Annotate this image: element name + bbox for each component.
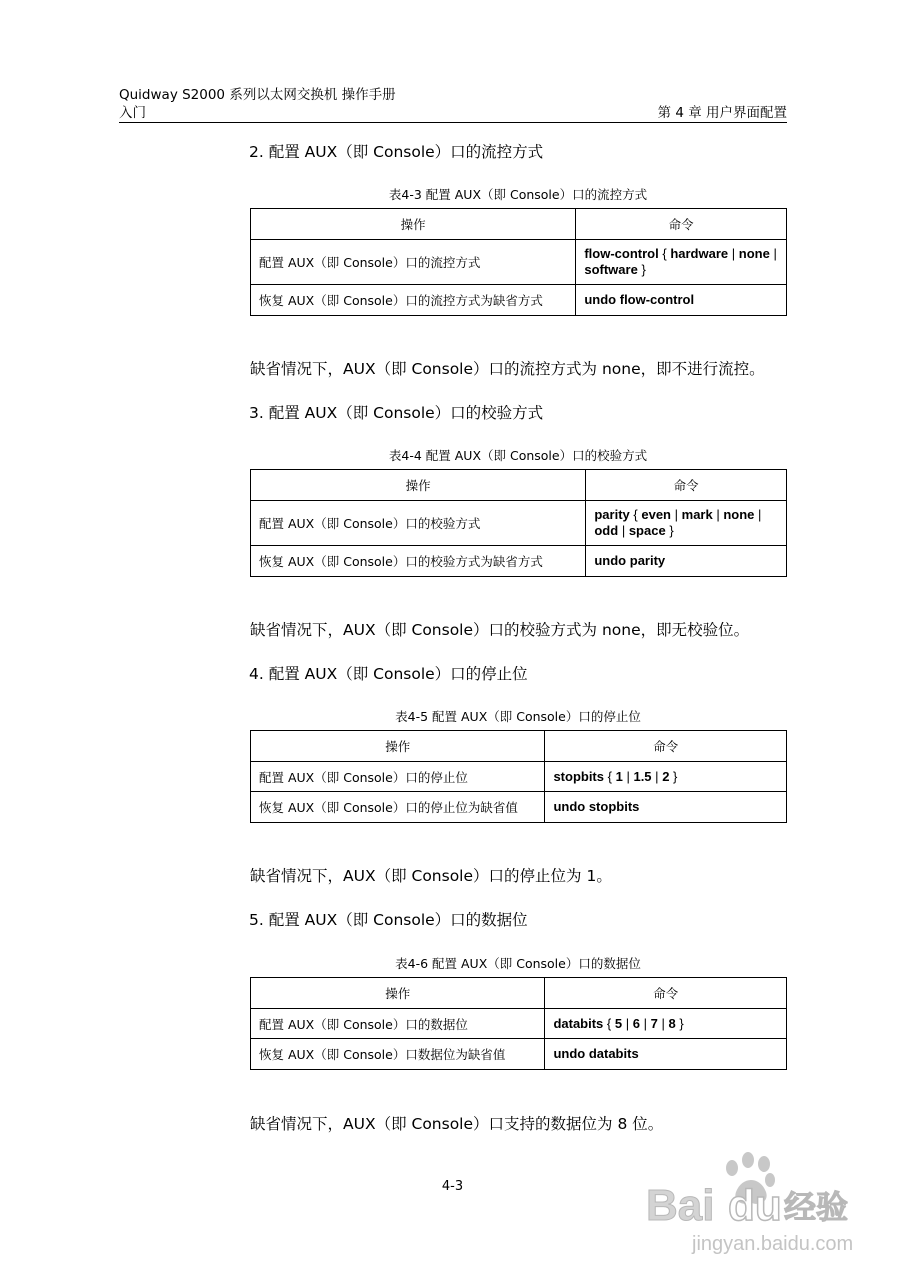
default-note: 缺省情况下，AUX（即 Console）口的校验方式为 none，即无校验位。 [250,621,750,639]
command-table [250,208,787,316]
column-header-command: 命令 [545,731,787,762]
command-cell: flow-control { hardware | none | software } [576,240,787,285]
command-cell: undo databits [545,1039,787,1070]
command-cell: undo stopbits [545,792,787,823]
watermark-brand-du: du [728,1181,782,1230]
watermark-brand: Bai [646,1181,715,1230]
watermark-product: 经验 [784,1188,849,1226]
command-cell: undo parity [586,546,787,577]
watermark-logo [644,1148,854,1258]
section-heading: 5. 配置 AUX（即 Console）口的数据位 [249,911,528,929]
header-title: Quidway S2000 系列以太网交换机 操作手册 [119,87,396,103]
command-table [250,730,787,823]
command-cell: stopbits { 1 | 1.5 | 2 } [545,762,787,792]
default-note: 缺省情况下，AUX（即 Console）口的流控方式为 none，即不进行流控。 [250,360,765,378]
section-heading: 4. 配置 AUX（即 Console）口的停止位 [249,665,528,683]
column-header-operation: 操作 [251,470,586,501]
command-cell: parity { even | mark | none | odd | space } [586,501,787,546]
table-caption: 表4-6 配置 AUX（即 Console）口的数据位 [395,956,641,971]
header-section: 入门 [119,105,146,121]
operation-cell: 恢复 AUX（即 Console）口数据位为缺省值 [251,1039,545,1070]
table-caption: 表4-3 配置 AUX（即 Console）口的流控方式 [388,187,648,202]
operation-cell: 配置 AUX（即 Console）口的停止位 [251,762,545,792]
column-header-command: 命令 [545,978,787,1009]
column-header-operation: 操作 [251,209,576,240]
default-note: 缺省情况下，AUX（即 Console）口支持的数据位为 8 位。 [250,1115,664,1133]
column-header-operation: 操作 [251,731,545,762]
header-rule [119,122,787,123]
command-table [250,469,787,577]
command-cell: undo flow-control [576,285,787,316]
operation-cell: 配置 AUX（即 Console）口的校验方式 [251,501,586,546]
operation-cell: 恢复 AUX（即 Console）口的校验方式为缺省方式 [251,546,586,577]
column-header-command: 命令 [576,209,787,240]
command-table [250,977,787,1070]
operation-cell: 配置 AUX（即 Console）口的流控方式 [251,240,576,285]
command-cell: databits { 5 | 6 | 7 | 8 } [545,1009,787,1039]
column-header-operation: 操作 [251,978,545,1009]
operation-cell: 配置 AUX（即 Console）口的数据位 [251,1009,545,1039]
section-heading: 2. 配置 AUX（即 Console）口的流控方式 [249,143,544,161]
watermark-url: jingyan.baidu.com [692,1233,854,1255]
operation-cell: 恢复 AUX（即 Console）口的停止位为缺省值 [251,792,545,823]
default-note: 缺省情况下，AUX（即 Console）口的停止位为 1。 [250,867,612,885]
page-number: 4-3 [441,1179,464,1194]
section-heading: 3. 配置 AUX（即 Console）口的校验方式 [249,404,544,422]
header-chapter: 第 4 章 用户界面配置 [657,105,787,121]
operation-cell: 恢复 AUX（即 Console）口的流控方式为缺省方式 [251,285,576,316]
column-header-command: 命令 [586,470,787,501]
table-caption: 表4-4 配置 AUX（即 Console）口的校验方式 [388,448,648,463]
table-caption: 表4-5 配置 AUX（即 Console）口的停止位 [395,709,641,724]
